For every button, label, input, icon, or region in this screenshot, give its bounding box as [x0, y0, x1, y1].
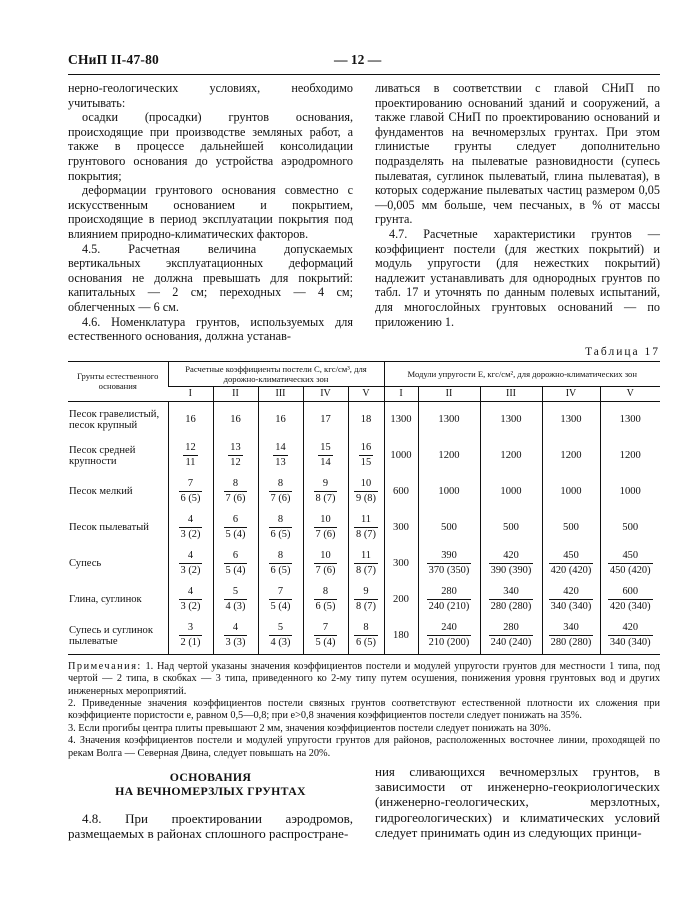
fraction-value: [224, 585, 248, 614]
value-below-line: 5 (4): [270, 601, 291, 613]
zone-header-c: II: [213, 386, 258, 401]
fraction-value: [318, 441, 332, 470]
value-above-line: 11: [354, 549, 378, 564]
cell-value: 600: [393, 485, 409, 497]
zone-header-c: IV: [303, 386, 348, 401]
fraction-value: [269, 621, 293, 650]
table-row: [68, 546, 660, 582]
value-above-line: 4: [179, 549, 203, 564]
value-below-line: 370 (350): [428, 565, 470, 577]
cell-value: 500: [441, 521, 457, 533]
page-number: — 12 —: [334, 52, 382, 67]
zone-header-e: II: [418, 386, 480, 401]
value-below-line: 5 (4): [315, 637, 336, 649]
fraction-value: [273, 441, 287, 470]
cell-value: 180: [393, 629, 409, 641]
fraction-value: [314, 621, 338, 650]
page-header: [68, 52, 660, 75]
fraction-value: [427, 621, 472, 650]
elastic-modulus-cell: [542, 546, 600, 582]
elastic-modulus-cell: [384, 618, 418, 655]
fraction-value: [549, 585, 594, 614]
elastic-modulus-cell: [480, 510, 542, 546]
fraction-value: [179, 513, 203, 542]
value-below-line: 8 (7): [356, 601, 376, 613]
fraction-value: [354, 585, 378, 614]
paragraph: 4.5. Расчетная величина допускаемых вертикальных эксплуатационных деформаций основания не должна превышать для покрытий: капитальных — 2 см; переходных — 4 см; облегченных — 6 см.: [68, 241, 353, 314]
fraction-value: [549, 621, 594, 650]
fraction-value: [183, 441, 197, 470]
fraction-value: [359, 441, 373, 470]
value-below-line: 6 (5): [180, 493, 201, 505]
value-below-line: 240 (240): [490, 637, 532, 649]
value-below-line: 280 (280): [490, 601, 532, 613]
elastic-modulus-cell: [542, 438, 600, 474]
value-below-line: 15: [360, 457, 372, 469]
value-below-line: 280 (280): [550, 637, 592, 649]
elastic-modulus-cell: [418, 474, 480, 510]
cell-value: 200: [393, 593, 409, 605]
soil-name: Супесь и суглинок пылеватые: [69, 624, 153, 648]
elastic-modulus-cell: [384, 438, 418, 474]
fraction-value: [269, 549, 293, 578]
zone-header-e: I: [384, 386, 418, 401]
zone-header-e: V: [600, 386, 660, 401]
cell-value: 500: [503, 521, 519, 533]
bottom-columns: [68, 764, 660, 841]
bed-coefficient-cell: [168, 582, 213, 618]
value-above-line: 4: [179, 513, 203, 528]
bed-coefficient-cell: [348, 546, 384, 582]
value-below-line: 390 (390): [490, 565, 532, 577]
fraction-value: [427, 585, 472, 614]
fraction-value: [314, 513, 338, 542]
value-above-line: 280: [427, 585, 472, 600]
elastic-modulus-cell: [480, 438, 542, 474]
value-above-line: 10: [314, 549, 338, 564]
value-below-line: 3 (3): [225, 637, 246, 649]
value-above-line: 7: [179, 477, 203, 492]
paragraph: 4.6. Номенклатура грунтов, используемых для естественного основания, должна устанав-: [68, 314, 353, 344]
soil-name: Песок средней крупности: [69, 444, 136, 468]
value-below-line: 210 (200): [428, 637, 470, 649]
left-text-column: [68, 81, 353, 344]
value-above-line: 3: [179, 621, 203, 636]
elastic-modulus-cell: [418, 510, 480, 546]
fraction-value: [549, 549, 594, 578]
value-above-line: 13: [228, 441, 242, 456]
bed-coefficient-cell: [168, 618, 213, 655]
value-above-line: 9: [314, 477, 338, 492]
elastic-modulus-cell: [480, 582, 542, 618]
table-row: [68, 510, 660, 546]
cell-value: 1200: [500, 449, 522, 461]
paragraph: ливаться в соответствии с главой СНиП по проектированию оснований зданий и сооружений, а также главой СНиП по проектированию оснований и фундаментов на вечномерзлых грунтах. При этом глинистые грунты следует дополнительно подразделять на пылеватые разновидности (супесь пылеватая, суглинок пылеватый, глина пылеватая), в которых содержание пылеватых частиц размером 0,05—0,005 мм больше, чем песчаных, в % от массы грунта.: [375, 81, 660, 227]
value-above-line: 340: [489, 585, 534, 600]
value-above-line: 14: [273, 441, 287, 456]
elastic-modulus-cell: [480, 546, 542, 582]
cell-value: 1000: [619, 485, 641, 497]
value-above-line: 5: [224, 585, 248, 600]
bed-coefficient-cell: [303, 438, 348, 474]
elastic-modulus-cell: [600, 546, 660, 582]
value-above-line: 4: [224, 621, 248, 636]
value-below-line: 5 (4): [225, 529, 246, 541]
fraction-value: [608, 585, 653, 614]
cell-value: 300: [393, 521, 409, 533]
cell-value: 17: [320, 413, 331, 425]
value-below-line: 4 (3): [225, 601, 246, 613]
value-below-line: 9 (8): [356, 493, 376, 505]
cell-value: 1300: [438, 413, 460, 425]
bed-coefficient-cell: [303, 618, 348, 655]
zone-header-c: I: [168, 386, 213, 401]
bed-coefficient-cell: [213, 582, 258, 618]
cell-value: 1000: [500, 485, 522, 497]
cell-value: 1300: [390, 413, 412, 425]
elastic-modulus-cell: [480, 474, 542, 510]
right-text-column: [375, 81, 660, 344]
bed-coefficient-cell: [213, 546, 258, 582]
value-below-line: 6 (5): [356, 637, 376, 649]
fraction-value: [427, 549, 472, 578]
bed-coefficient-cell: [348, 438, 384, 474]
elastic-modulus-cell: [418, 401, 480, 438]
value-above-line: 4: [179, 585, 203, 600]
table-row: [68, 401, 660, 438]
bed-coefficient-cell: [348, 474, 384, 510]
cell-value: 1000: [438, 485, 460, 497]
fraction-value: [314, 477, 338, 506]
bed-coefficient-cell: [348, 618, 384, 655]
value-below-line: 7 (6): [315, 565, 336, 577]
value-above-line: 8: [269, 513, 293, 528]
value-above-line: 420: [549, 585, 594, 600]
cell-value: 1300: [500, 413, 522, 425]
elastic-modulus-cell: [418, 618, 480, 655]
value-below-line: 3 (2): [180, 565, 201, 577]
bed-coefficient-cell: [303, 510, 348, 546]
paragraph: осадки (просадки) грунтов основания, происходящие при производстве земляных работ, а также в процессе дальнейшей консолидации грунтового основания до устройства аэродромного покрытия;: [68, 110, 353, 183]
value-below-line: 4 (3): [270, 637, 291, 649]
bed-coefficient-cell: [303, 546, 348, 582]
value-above-line: 390: [427, 549, 472, 564]
bed-coefficient-cell: [168, 438, 213, 474]
cell-value: 300: [393, 557, 409, 569]
value-below-line: 420 (340): [609, 601, 651, 613]
fraction-value: [224, 549, 248, 578]
value-above-line: 6: [224, 549, 248, 564]
paragraph: 4.8. При проектировании аэродромов, размещаемых в районах сплошного распростране-: [68, 810, 353, 842]
value-above-line: 6: [224, 513, 248, 528]
elastic-modulus-cell: [600, 510, 660, 546]
bed-coefficient-cell: [348, 401, 384, 438]
table-row: [68, 618, 660, 655]
value-below-line: 340 (340): [550, 601, 592, 613]
document-page: [68, 52, 660, 841]
elastic-modulus-cell: [542, 474, 600, 510]
fraction-value: [608, 621, 653, 650]
bottom-right-column: [375, 764, 660, 841]
value-above-line: 280: [489, 621, 534, 636]
cell-value: 500: [622, 521, 639, 533]
note-item: 4. Значения коэффициентов постели и модулей упругости грунтов для районов, расположенных восточнее линии, проходящей по рекам Волга — Северная Двина, следует повышать на 20%.: [68, 735, 660, 759]
header-bed-coefficient: Расчетные коэффициенты постели С, кгс/см³, для дорожно-климатических зон: [168, 361, 384, 386]
value-below-line: 6 (5): [270, 565, 291, 577]
soil-name: Супесь: [69, 558, 102, 570]
value-above-line: 8: [314, 585, 338, 600]
fraction-value: [228, 441, 242, 470]
bed-coefficient-cell: [258, 401, 303, 438]
fraction-value: [269, 477, 293, 506]
value-above-line: 340: [549, 621, 594, 636]
fraction-value: [489, 549, 534, 578]
bed-coefficient-cell: [168, 510, 213, 546]
elastic-modulus-cell: [600, 401, 660, 438]
bed-coefficient-cell: [258, 618, 303, 655]
value-below-line: 8 (7): [315, 493, 336, 505]
paragraph: нерно-геологических условиях, необходимо учитывать:: [68, 81, 353, 110]
cell-value: 1200: [560, 449, 582, 461]
bed-coefficient-cell: [348, 510, 384, 546]
fraction-value: [354, 621, 378, 650]
cell-value: 16: [230, 413, 241, 425]
table-row: [68, 438, 660, 474]
value-below-line: 240 (210): [428, 601, 470, 613]
value-below-line: 6 (5): [270, 529, 291, 541]
fraction-value: [179, 621, 203, 650]
bottom-left-column: [68, 764, 353, 841]
bed-coefficient-cell: [258, 582, 303, 618]
header-elastic-modulus: Модули упругости Е, кгс/см², для дорожно-климатических зон: [384, 361, 660, 386]
value-below-line: 7 (6): [315, 529, 336, 541]
fraction-value: [314, 585, 338, 614]
fraction-value: [489, 621, 534, 650]
bed-coefficient-cell: [258, 546, 303, 582]
fraction-value: [354, 513, 378, 542]
elastic-modulus-cell: [600, 438, 660, 474]
fraction-value: [224, 513, 248, 542]
fraction-value: [179, 549, 203, 578]
paragraph: 4.7. Расчетные характеристики грунтов — коэффициент постели (для жестких покрытий) и модуль упругости (для нежестких покрытий) надлежит устанавливать для однородных грунтов по табл. 17 и уточнять по данным полевых испытаний, для многослойных грунтовых оснований — по приложению 1.: [375, 226, 660, 329]
paragraph: деформации грунтового основания совместно с искусственным основанием и покрытием, происходящие в период эксплуатации покрытия под влиянием природно-климатических факторов.: [68, 183, 353, 241]
elastic-modulus-cell: [480, 618, 542, 655]
zone-header-e: IV: [542, 386, 600, 401]
elastic-modulus-cell: [384, 474, 418, 510]
bed-coefficient-cell: [258, 438, 303, 474]
elastic-modulus-cell: [480, 401, 542, 438]
elastic-modulus-cell: [600, 582, 660, 618]
fraction-value: [269, 513, 293, 542]
value-above-line: 7: [314, 621, 338, 636]
value-above-line: 240: [427, 621, 472, 636]
header-soil: Грунты естественного основания: [68, 361, 168, 401]
fraction-value: [269, 585, 293, 614]
value-below-line: 6 (5): [315, 601, 336, 613]
elastic-modulus-cell: [384, 546, 418, 582]
value-below-line: 13: [275, 457, 286, 469]
elastic-modulus-cell: [384, 401, 418, 438]
value-below-line: 11: [185, 457, 196, 469]
fraction-value: [179, 585, 203, 614]
cell-value: 1000: [560, 485, 582, 497]
value-above-line: 420: [608, 621, 653, 636]
value-above-line: 11: [354, 513, 378, 528]
bed-coefficient-cell: [303, 474, 348, 510]
bed-coefficient-cell: [213, 401, 258, 438]
fraction-value: [489, 585, 534, 614]
value-above-line: 420: [489, 549, 534, 564]
table-row: [68, 474, 660, 510]
value-above-line: 8: [354, 621, 378, 636]
value-above-line: 16: [359, 441, 373, 456]
value-below-line: 7 (6): [225, 493, 246, 505]
fraction-value: [314, 549, 338, 578]
note-item: 1. Над чертой указаны значения коэффициентов постели и модулей упругости грунтов для местности 1 типа, под чертой — 2 типа, в скобках — 3 типа, приведенного ко 2-му типу путем осушения, понижения уровня грунтовых вод и других инженерных мероприятий.: [68, 660, 660, 697]
elastic-modulus-cell: [384, 582, 418, 618]
fraction-value: [354, 477, 378, 506]
value-above-line: 8: [269, 549, 293, 564]
paragraph: ния сливающихся вечномерзлых грунтов, в зависимости от инженерно-геокриологических (инженерно-геологических, мерзлотных, гидрогеологических) и климатических условий следует принимать один из следующих принци-: [375, 763, 660, 840]
table-notes: [68, 661, 660, 760]
bed-coefficient-cell: [168, 401, 213, 438]
fraction-value: [354, 549, 378, 578]
soil-name: Глина, суглинок: [69, 594, 142, 606]
soil-name: Песок пылеватый: [69, 522, 149, 534]
elastic-modulus-cell: [384, 510, 418, 546]
value-below-line: 3 (2): [180, 529, 201, 541]
bed-coefficient-cell: [213, 474, 258, 510]
soil-characteristics-table: [68, 361, 660, 655]
notes-label: Примечания:: [68, 660, 142, 672]
bed-coefficient-cell: [258, 510, 303, 546]
elastic-modulus-cell: [542, 510, 600, 546]
elastic-modulus-cell: [542, 618, 600, 655]
elastic-modulus-cell: [542, 582, 600, 618]
value-below-line: 14: [320, 457, 331, 469]
document-code: СНиП II-47-80: [68, 52, 160, 67]
value-above-line: 450: [549, 549, 594, 564]
cell-value: 500: [563, 521, 579, 533]
bed-coefficient-cell: [168, 474, 213, 510]
soil-name: Песок гравелистый, песок крупный: [69, 408, 160, 432]
cell-value: 18: [360, 413, 372, 425]
fraction-value: [224, 621, 248, 650]
bed-coefficient-cell: [213, 618, 258, 655]
value-above-line: 600: [608, 585, 653, 600]
zone-header-c: V: [348, 386, 384, 401]
elastic-modulus-cell: [542, 401, 600, 438]
zone-header-c: III: [258, 386, 303, 401]
value-below-line: 8 (7): [356, 565, 376, 577]
fraction-value: [224, 477, 248, 506]
bed-coefficient-cell: [168, 546, 213, 582]
bed-coefficient-cell: [303, 401, 348, 438]
value-below-line: 3 (2): [180, 601, 201, 613]
soil-name: Песок мелкий: [69, 486, 133, 498]
value-above-line: 7: [269, 585, 293, 600]
note-item: 3. Если прогибы центра плиты превышают 2 мм, значения коэффициентов постели следует понижать на 30%.: [68, 722, 551, 734]
value-above-line: 8: [269, 477, 293, 492]
elastic-modulus-cell: [418, 582, 480, 618]
zone-header-e: III: [480, 386, 542, 401]
elastic-modulus-cell: [600, 474, 660, 510]
value-below-line: 7 (6): [270, 493, 291, 505]
cell-value: 16: [185, 413, 196, 425]
elastic-modulus-cell: [600, 618, 660, 655]
fraction-value: [608, 549, 653, 578]
section-title: ОСНОВАНИЯ НА ВЕЧНОМЕРЗЛЫХ ГРУНТАХ: [115, 769, 306, 799]
elastic-modulus-cell: [418, 438, 480, 474]
value-above-line: 5: [269, 621, 293, 636]
value-below-line: 340 (340): [609, 637, 651, 649]
value-above-line: 10: [354, 477, 378, 492]
value-below-line: 5 (4): [225, 565, 246, 577]
bed-coefficient-cell: [303, 582, 348, 618]
cell-value: 1000: [390, 449, 412, 461]
top-text-columns: [68, 81, 660, 344]
cell-value: 1200: [438, 449, 460, 461]
table-caption: Таблица 17: [585, 345, 660, 358]
value-above-line: 450: [608, 549, 653, 564]
cell-value: 1200: [619, 449, 641, 461]
value-above-line: 12: [183, 441, 197, 456]
value-below-line: 2 (1): [180, 637, 201, 649]
bed-coefficient-cell: [258, 474, 303, 510]
value-below-line: 420 (420): [550, 565, 592, 577]
note-item: 2. Приведенные значения коэффициентов постели связных грунтов соответствуют естественной плотности их сложения при коэффициенте пористости е, равном 0,5—0,8; при е>0,8 значения коэффициентов постели следует понижать на 35%.: [68, 697, 660, 722]
cell-value: 1300: [619, 413, 641, 425]
value-above-line: 15: [318, 441, 332, 456]
table-row: [68, 582, 660, 618]
value-above-line: 8: [224, 477, 248, 492]
bed-coefficient-cell: [348, 582, 384, 618]
bed-coefficient-cell: [213, 438, 258, 474]
value-below-line: 450 (420): [609, 565, 651, 577]
cell-value: 16: [275, 413, 286, 425]
elastic-modulus-cell: [418, 546, 480, 582]
value-below-line: 8 (7): [356, 529, 376, 541]
bed-coefficient-cell: [213, 510, 258, 546]
cell-value: 1300: [560, 413, 582, 425]
value-above-line: 9: [354, 585, 378, 600]
value-above-line: 10: [314, 513, 338, 528]
fraction-value: [179, 477, 203, 506]
value-below-line: 12: [230, 457, 241, 469]
